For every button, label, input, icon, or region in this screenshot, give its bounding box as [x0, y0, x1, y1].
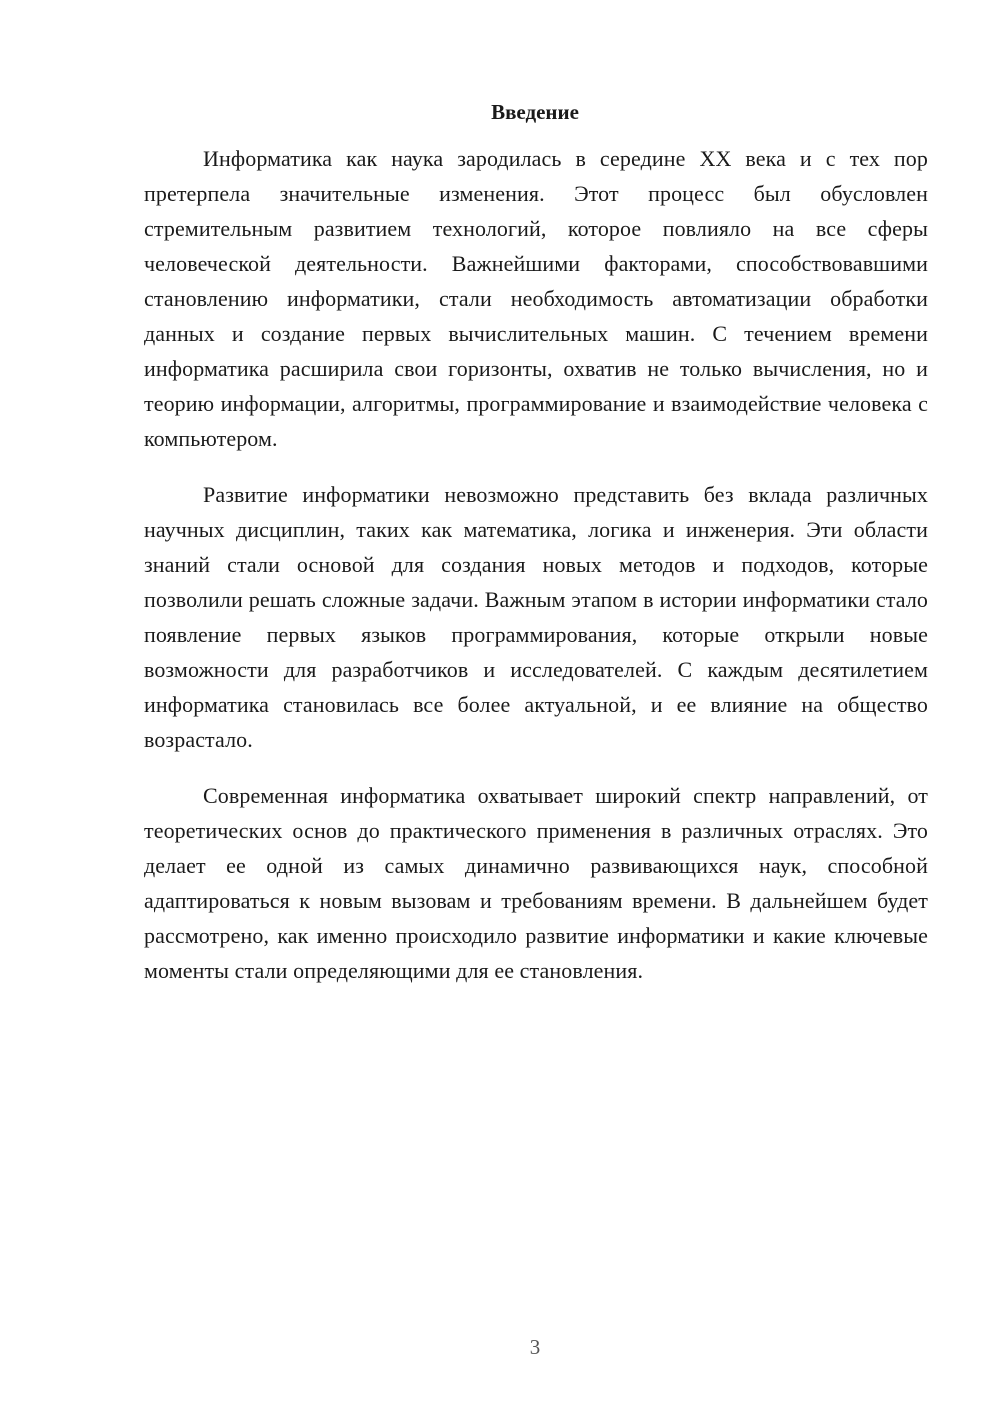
body-text — [144, 141, 928, 1009]
paragraph-3: Современная информатика охватывает широкий спектр направлений, от теоретических основ до практического применения в различных отраслях. Это делает ее одной из самых динамично развивающихся наук, способной адаптироваться к новым вызовам и требованиям времени. В дальнейшем будет рассмотрено, как именно происходило развитие информатики и какие ключевые моменты стали определяющими для ее становления. — [144, 783, 928, 983]
paragraph-1: Информатика как наука зародилась в середине XX века и с тех пор претерпела значительные изменения. Этот процесс был обусловлен стремительным развитием технологий, которое повлияло на все сферы человеческой деятельности. Важнейшими факторами, способствовавшими становлению информатики, стали необходимость автоматизации обработки данных и создание первых вычислительных машин. С течением времени информатика расширила свои горизонты, охватив не только вычисления, но и теорию информации, алгоритмы, программирование и взаимодействие человека с компьютером. — [144, 146, 928, 451]
page-number: 3 — [529, 1335, 541, 1359]
section-title: Введение — [491, 100, 579, 124]
paragraph-2: Развитие информатики невозможно представить без вклада различных научных дисциплин, таких как математика, логика и инженерия. Эти области знаний стали основой для создания новых методов и подходов, которые позволили решать сложные задачи. Важным этапом в истории информатики стало появление первых языков программирования, которые открыли новые возможности для разработчиков и исследователей. С каждым десятилетием информатика становилась все более актуальной, и ее влияние на общество возрастало. — [144, 482, 928, 752]
